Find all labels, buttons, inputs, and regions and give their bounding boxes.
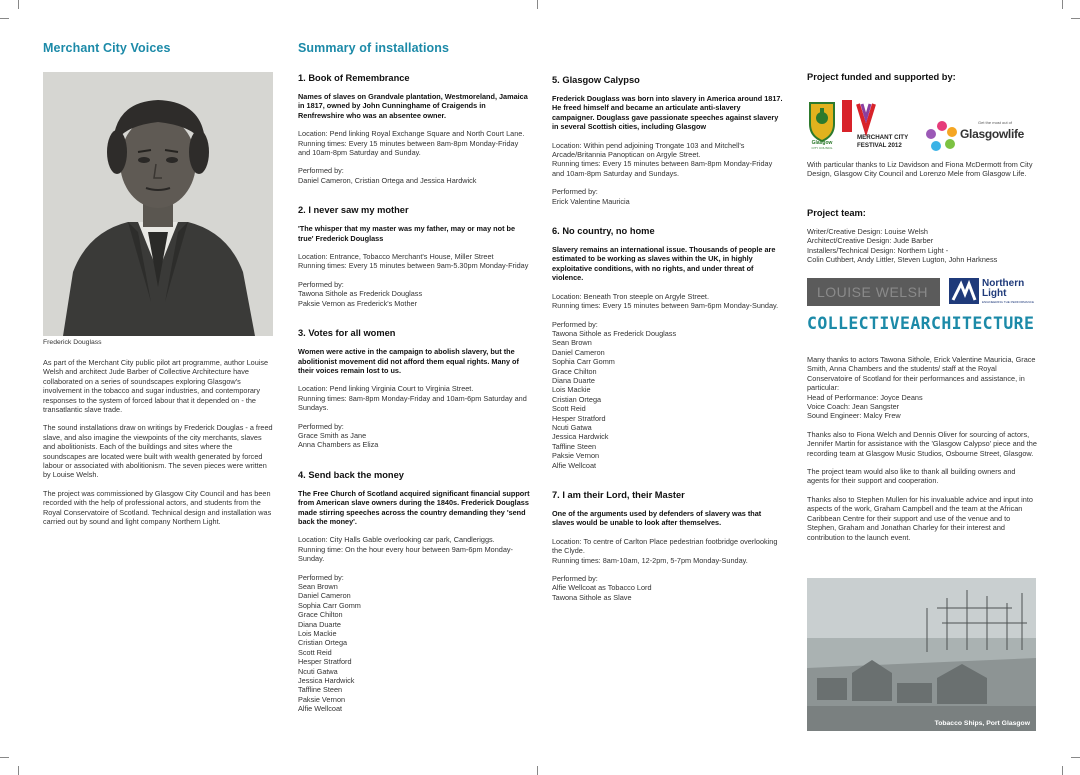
funded-heading: Project funded and supported by: — [807, 72, 956, 82]
installations-column-1 — [298, 73, 530, 714]
festival-line-2: FESTIVAL 2012 — [857, 142, 902, 149]
installation-heading: 5. Glasgow Calypso — [552, 75, 640, 85]
installation-heading: 3. Votes for all women — [298, 328, 396, 339]
performers: Erick Valentine Mauricia — [552, 196, 630, 206]
installation-details: Location: Pend linking Royal Exchange Square and North Court Lane. Running times: Every 15 minutes between 8am-8pm Monday-Friday and 10am-8pm Saturday and Sunday. — [298, 129, 525, 158]
installation-details: Location: City Halls Gable overlooking car park, Candleriggs. Running time: On the hour every hour between 9am-6pm Monday-Sunday. — [298, 535, 513, 564]
summary-title: Summary of installations — [298, 41, 450, 55]
thanks-intro: With particular thanks to Liz Davidson and Fiona McDermott from City Design, Glasgow City Council and Lorenzo Mele from Glasgow Life. — [807, 160, 1033, 179]
northern-light-wordmark: Northern Light — [982, 278, 1025, 299]
glasgow-life-logo — [926, 120, 1036, 154]
glasgow-life-tagline: Get the most out of — [978, 120, 1013, 125]
thanks-paragraph: Thanks also to Fiona Welch and Dennis Oliver for sourcing of actors, Jennifer Martin for assistance with the 'Glasgow Calypso' piece and the recording team at Glasgow Music Studios, Osbourne Street, Glasgow. — [807, 429, 1037, 458]
thanks-paragraph: The project team would also like to thank all building owners and agents for their support and cooperation. — [807, 467, 1016, 486]
installation-3 — [298, 328, 530, 450]
glasgow-city-council-logo — [807, 100, 837, 150]
installation-heading: 4. Send back the money — [298, 469, 404, 480]
performed-label: Performed by: — [298, 166, 344, 176]
installation-details: Location: Within pend adjoining Trongate 103 and Mitchell's Arcade/Britannia Panoptican on Argyle Street. Running times: Every 15 minutes between 8am-8pm Monday-Friday and 10am-8pm Saturday and Sundays. — [552, 140, 773, 178]
installation-heading: 6. No country, no home — [552, 226, 655, 237]
performers: Grace Smith as Jane Anna Chambers as Eliza — [298, 430, 379, 450]
intro-text — [43, 358, 275, 527]
performed-label: Performed by: — [298, 421, 344, 431]
installation-intro: One of the arguments used by defenders of slavery was that slaves would be unable to look after themselves. — [552, 509, 762, 528]
installation-heading: 1. Book of Remembrance — [298, 73, 410, 83]
installation-1 — [298, 73, 530, 185]
performed-label: Performed by: — [552, 319, 598, 329]
installation-intro: Frederick Douglass was born into slavery in America around 1817. He freed himself and became an articulate anti-slavery campaigner. Douglass gave passionate speeches against slavery in several Scottish cities, including Glasgow — [552, 94, 783, 132]
installation-intro: Women were active in the campaign to abolish slavery, but the abolitionist movement did not afford them equal rights. Many of their voices remain lost to us. — [298, 347, 519, 375]
performers: Tawona Sithole as Frederick Douglass Sean Brown Daniel Cameron Sophia Carr Gomm Grace Chilton Diana Duarte Lois Mackie Cristian Ortega Scott Reid Hesper Stratford Ncuti Gatwa Jessica Hardwick Taffline Steen Paksie Vernon Alfie Wellcoat — [552, 328, 677, 470]
image-caption: Tobacco Ships, Port Glasgow — [934, 720, 1030, 727]
installation-5 — [552, 75, 784, 206]
installation-intro: Slavery remains an international issue. Thousands of people are estimated to be working as slaves within the UK, in highly exploitative conditions, with no rights, and under threat of violence. — [552, 245, 776, 283]
performers: Tawona Sithole as Frederick Douglass Paksie Vernon as Frederick's Mother — [298, 289, 423, 308]
installation-intro: The Free Church of Scotland acquired significant financial support from American slave owners during the 1840s. Frederick Douglass made stirring speeches across the country demanding they 'send back the money'. — [298, 488, 530, 526]
installation-heading: 2. I never saw my mother — [298, 205, 409, 216]
performed-label: Performed by: — [552, 187, 598, 197]
portrait-caption: Frederick Douglass — [43, 339, 102, 346]
merchant-city-festival-logo — [842, 100, 924, 152]
festival-line-1: MERCHANT CITY — [857, 134, 909, 141]
tobacco-ships-engraving — [807, 578, 1036, 731]
collective-architecture-logo: COLLECTIVEARCHITECTURE — [807, 314, 1035, 333]
installation-heading: 7. I am their Lord, their Master — [552, 490, 685, 500]
northern-light-tagline: ENGINEERING THE PERFORMANCE — [982, 300, 1034, 304]
glasgow-crest-sublabel: CITY COUNCIL — [811, 146, 833, 150]
installation-details: Location: Beneath Tron steeple on Argyle Street. Running times: Every 15 minutes between 9am-6pm Monday-Sunday. — [552, 291, 779, 311]
page-title: Merchant City Voices — [43, 41, 171, 55]
performed-label: Performed by: — [552, 574, 598, 584]
performed-label: Performed by: — [298, 572, 344, 582]
installation-4 — [298, 470, 530, 714]
installation-2 — [298, 205, 530, 308]
thanks-paragraph: Thanks also to Stephen Mullen for his invaluable advice and input into aspects of the work, Graham Campbell and the team at the African Caribbean Centre for their support and use of the venue and to Stephen, Graham and Jonathan Charley for their interest and contribution to the launch event. — [807, 494, 1033, 542]
glasgow-life-wordmark: Glasgowlife — [960, 127, 1025, 141]
intro-paragraph: As part of the Merchant City public pilot art programme, author Louise Welsh and architect Jude Barber of Collective Architecture have collaborated on a series of soundscapes exploring Glasgow's involvement in the tobacco and sugar industries, and contemporary responses to the system of forced labour that it depended on - the transatlantic slave trade. — [43, 358, 269, 415]
installation-7 — [552, 490, 784, 602]
performers: Sean Brown Daniel Cameron Sophia Carr Gomm Grace Chilton Diana Duarte Lois Mackie Cristian Ortega Scott Reid Hesper Stratford Ncuti Gatwa Jessica Hardwick Taffline Steen Paksie Vernon Alfie Wellcoat — [298, 582, 361, 714]
frederick-douglass-portrait — [43, 72, 273, 336]
performers: Alfie Wellcoat as Tobacco Lord Tawona Sithole as Slave — [552, 583, 652, 602]
thanks-paragraph: Many thanks to actors Tawona Sithole, Erick Valentine Mauricia, Grace Smith, Anna Chambers and the students/ staff at the Royal Conservatoire of Scotland for their performances and assistance, in particular: Head of Performance: Joyce Deans Voice Coach: Jean Sangster Sound Engineer: Malcy Frew — [807, 355, 1036, 421]
intro-paragraph: The sound installations draw on writings by Frederick Douglas - a freed slave, and also imagine the viewpoints of the city merchants, slaves and abolitionists. Each of the buildings and sites where the soundscapes are located were built with wealth generated by forced labour or associated with abolitionism. The seven pieces were written by Louise Welsh. — [43, 423, 273, 480]
installation-details: Location: To centre of Carlton Place pedestrian footbridge overlooking the Clyde. Running times: 8am-10am, 12-2pm, 5-7pm Monday-Sunday. — [552, 536, 778, 565]
louise-welsh-wordmark: LOUISE WELSH — [817, 284, 929, 300]
installations-column-2 — [552, 75, 784, 602]
team-heading: Project team: — [807, 208, 866, 218]
louise-welsh-logo — [807, 278, 940, 306]
installation-intro: Names of slaves on Grandvale plantation, Westmoreland, Jamaica in 1817, owned by John Cunninghame of Craigends in Renfrewshire who was an absentee owner. — [298, 92, 528, 120]
northern-light-logo — [949, 278, 1039, 306]
intro-paragraph: The project was commissioned by Glasgow City Council and has been recorded with the help of professional actors, and students from the Royal Conservatoire of Scotland. Technical design and installation was carried out by sound and light company Northern Light. — [43, 488, 272, 527]
installation-details: Location: Pend linking Virginia Court to Virginia Street. Running times: 8am-8pm Monday-Friday and 10am-6pm Saturday and Sundays. — [298, 384, 527, 413]
installation-details: Location: Entrance, Tobacco Merchant's House, Miller Street Running times: Every 15 minutes between 9am-5.30pm Monday-Friday — [298, 252, 529, 271]
performers: Daniel Cameron, Cristian Ortega and Jessica Hardwick — [298, 175, 477, 185]
glasgow-crest-label: Glasgow — [811, 140, 833, 146]
team-list: Writer/Creative Design: Louise Welsh Architect/Creative Design: Jude Barber Installers/Technical Design: Northern Light - Colin Cuthbert, Andy Littler, Steven Lugton, John Harkness — [807, 227, 998, 265]
acknowledgements — [807, 355, 1039, 542]
installation-intro: 'The whisper that my master was my father, may or may not be true' Frederick Douglass — [298, 224, 516, 243]
performed-label: Performed by: — [298, 279, 344, 289]
installation-6 — [552, 226, 784, 470]
